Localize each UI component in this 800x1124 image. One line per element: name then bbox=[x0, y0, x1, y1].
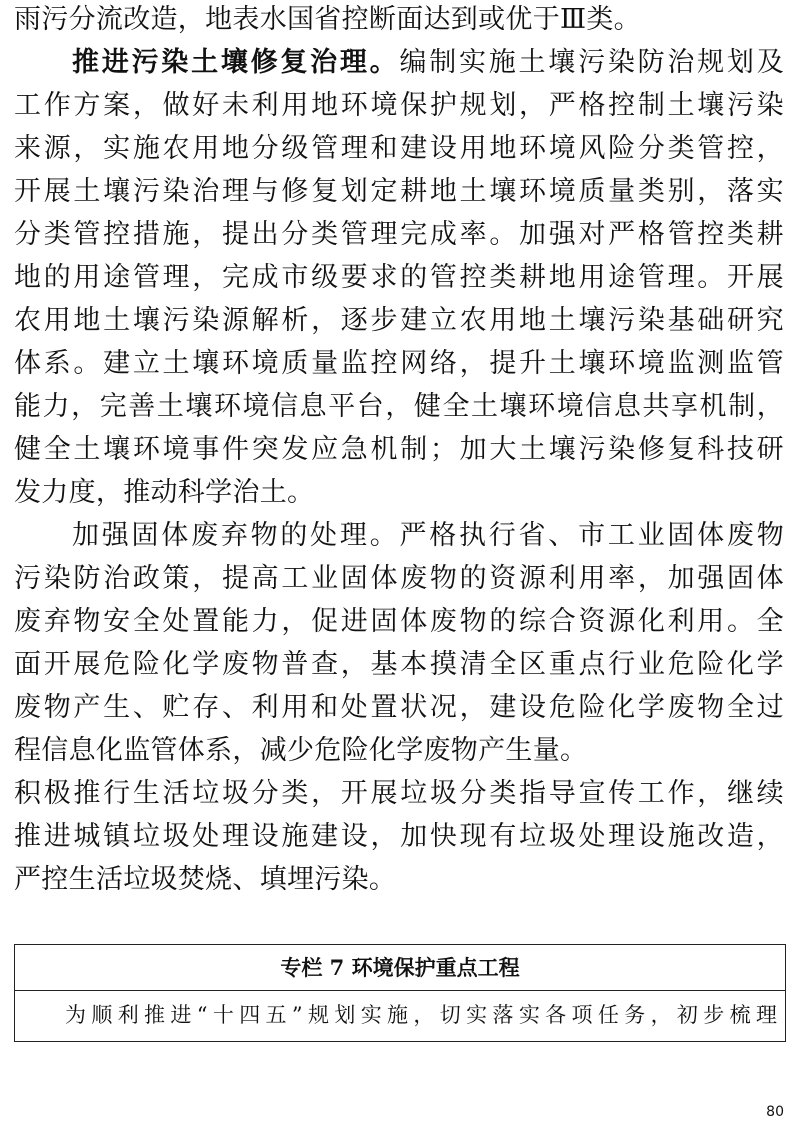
column-box-title: 专栏 7 环境保护重点工程 bbox=[280, 955, 520, 980]
text-line: 加强固体废弃物的处理。严格执行省、市工业固体废物 bbox=[72, 520, 784, 551]
text-line: 发力度，推动科学治土。 bbox=[14, 477, 315, 508]
text-line: 工作方案，做好未利用地环境保护规划，严格控制土壤污染 bbox=[14, 90, 784, 121]
section-heading: 推进污染土壤修复治理。 bbox=[72, 47, 400, 78]
text-line: 来源，实施农用地分级管理和建设用地环境风险分类管控， bbox=[14, 133, 784, 164]
column-box bbox=[14, 944, 786, 1042]
text-line: 健全土壤环境事件突发应急机制；加大土壤污染修复科技研 bbox=[14, 434, 784, 465]
text-line: 地的用途管理，完成市级要求的管控类耕地用途管理。开展 bbox=[14, 262, 784, 293]
text-line: 农用地土壤污染源解析，逐步建立农用地土壤污染基础研究 bbox=[14, 305, 784, 336]
text-line: 程信息化监管体系，减少危险化学废物产生量。 bbox=[14, 735, 588, 766]
text-line: 面开展危险化学废物普查，基本摸清全区重点行业危险化学 bbox=[14, 649, 784, 680]
text-line: 废弃物安全处置能力，促进固体废物的综合资源化利用。全 bbox=[14, 606, 784, 637]
text-line: 污染防治政策，提高工业固体废物的资源利用率，加强固体 bbox=[14, 563, 784, 594]
column-box-text: 为顺利推进“十四五”规划实施，切实落实各项任务，初步梳理 bbox=[65, 1003, 777, 1027]
text-line: 废物产生、贮存、利用和处置状况，建设危险化学废物全过 bbox=[14, 692, 784, 723]
column-box-divider bbox=[15, 990, 785, 991]
text-line: 分类管控措施，提出分类管理完成率。加强对严格管控类耕 bbox=[14, 219, 784, 250]
text-line: 雨污分流改造，地表水国省控断面达到或优于Ⅲ类。 bbox=[14, 4, 641, 35]
text-line: 推进城镇垃圾处理设施建设，加快现有垃圾处理设施改造， bbox=[14, 821, 784, 852]
text-line: 能力，完善土壤环境信息平台，健全土壤环境信息共享机制， bbox=[14, 391, 784, 422]
text-line: 严控生活垃圾焚烧、填埋污染。 bbox=[14, 864, 397, 895]
text-line: 开展土壤污染治理与修复划定耕地土壤环境质量类别，落实 bbox=[14, 176, 784, 207]
page-number: 80 bbox=[766, 1104, 784, 1120]
text-span: 编制实施土壤污染防治规划及 bbox=[399, 47, 784, 78]
text-line: 积极推行生活垃圾分类，开展垃圾分类指导宣传工作，继续 bbox=[14, 778, 784, 809]
text-line: 体系。建立土壤环境质量监控网络，提升土壤环境监测监管 bbox=[14, 348, 784, 379]
text-line bbox=[72, 45, 784, 81]
